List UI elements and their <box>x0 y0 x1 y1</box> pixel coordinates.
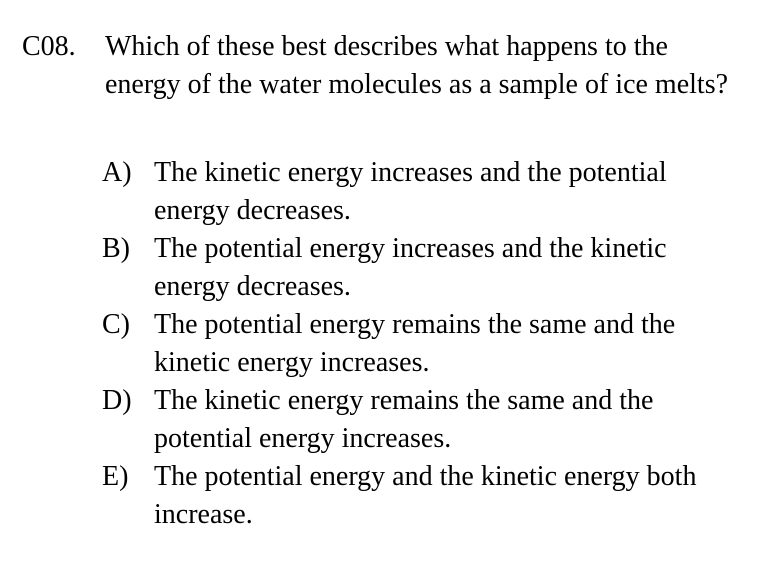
option-d <box>102 382 762 458</box>
option-b <box>102 230 762 306</box>
option-letter: C) <box>102 309 130 340</box>
option-e <box>102 458 762 534</box>
option-text: The potential energy increases and the kinetic energy decreases. <box>154 233 667 302</box>
option-letter: A) <box>102 157 132 188</box>
answer-options <box>102 154 762 534</box>
question-number: C08. <box>22 31 76 62</box>
option-letter: D) <box>102 385 132 416</box>
option-text: The kinetic energy increases and the potential energy decreases. <box>154 157 667 226</box>
option-c <box>102 306 762 382</box>
option-letter: E) <box>102 461 129 492</box>
option-text: The kinetic energy remains the same and the potential energy increases. <box>154 385 654 454</box>
option-a <box>102 154 762 230</box>
option-text: The potential energy and the kinetic energy both increase. <box>154 461 697 530</box>
question-stem: Which of these best describes what happens to the energy of the water molecules as a sample of ice melts? <box>105 31 729 100</box>
option-text: The potential energy remains the same and the kinetic energy increases. <box>154 309 676 378</box>
question <box>22 28 762 104</box>
option-letter: B) <box>102 233 130 264</box>
